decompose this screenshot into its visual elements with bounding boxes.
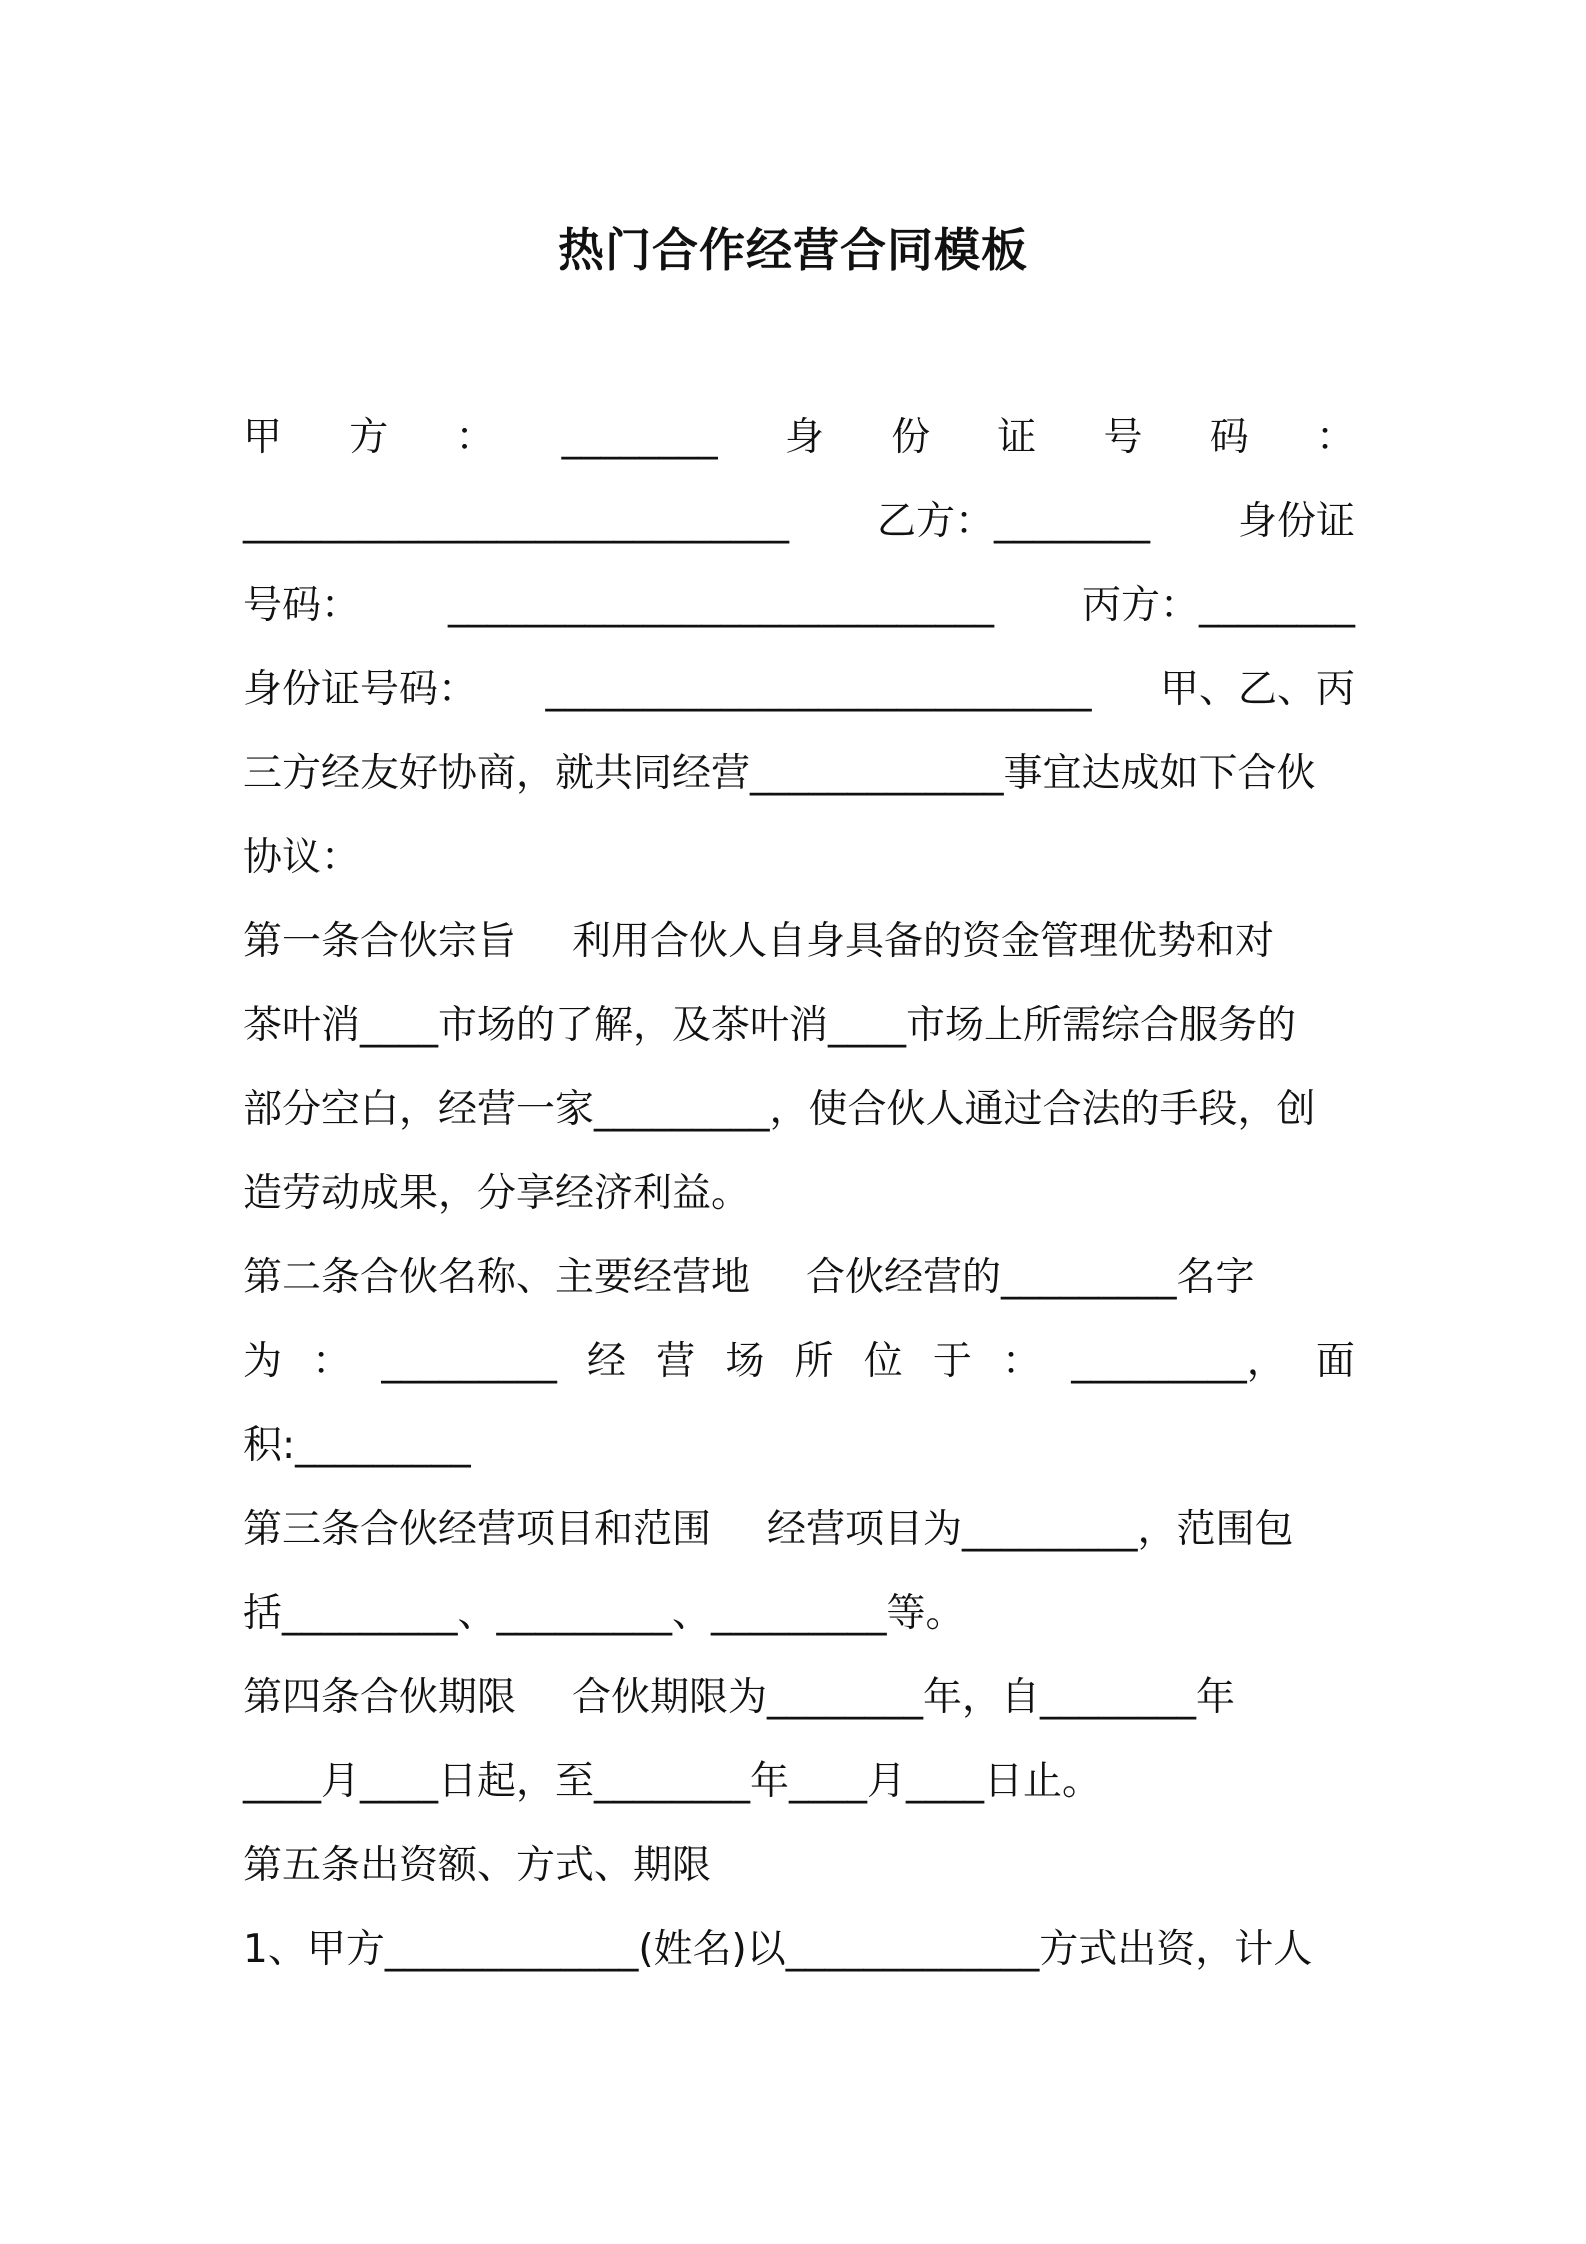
text-segment: ： [1002,1339,1042,1384]
article-3-heading-line [243,1488,1355,1572]
text-segment: ： [312,1339,352,1384]
text-segment: 方 [349,415,389,460]
text-segment: 码 [1209,415,1249,460]
text-segment: 丙方：________ [1081,583,1355,628]
text-segment: 为 [243,1339,283,1384]
text-segment: 乙方：________ [876,499,1150,544]
text-segment: 证 [997,415,1037,460]
text-segment: 位 [863,1339,903,1384]
article-1-heading-line [243,900,1355,984]
paragraph-line: ____月____日起，至________年____月____日止。 [243,1759,1102,1804]
blank-field: ________ [561,415,718,460]
text-segment: 合伙经营的_________名字 [806,1255,1255,1300]
text-segment: 身份证号码： [243,667,478,712]
text-segment: 利用合伙人自身具备的资金管理优势和对 [572,919,1275,964]
paragraph-line: 协议： [243,835,361,880]
text-segment: 甲、乙、丙 [1159,667,1355,712]
paragraph-line: 三方经友好协商，就共同经营_____________事宜达成如下合伙 [243,751,1316,796]
party-c-id-line [243,648,1355,732]
party-b-line [243,480,1355,564]
article-4-heading-line [243,1656,1355,1740]
text-segment: 营 [656,1339,696,1384]
text-segment: 于 [932,1339,972,1384]
text-segment: 经营项目为_________，范围包 [767,1507,1294,1552]
paragraph-line: 造劳动成果，分享经济利益。 [243,1171,751,1216]
text-segment: 所 [794,1339,834,1384]
document-title: 热门合作经营合同模板 [558,223,1028,277]
text-segment: 号 [1103,415,1143,460]
blank-field: ____________________________ [448,583,994,628]
text-segment: 合伙期限为________年，自________年 [572,1675,1236,1720]
paragraph-line: 茶叶消____市场的了解，及茶叶消____市场上所需综合服务的 [243,1003,1297,1048]
text-segment: 份 [891,415,931,460]
article-heading: 第二条合伙名称、主要经营地 [243,1255,751,1300]
text-segment: 经 [587,1339,627,1384]
text-segment: 面 [1315,1339,1355,1384]
paragraph-line: 括_________、_________、_________等。 [243,1591,965,1636]
text-segment: 身 [784,415,824,460]
party-b-id-line [243,564,1355,648]
article-5-heading-line: 第五条出资额、方式、期限 [243,1843,712,1888]
article-2-heading-line [243,1236,1355,1320]
party-a-line [243,396,1355,480]
paragraph-line: 部分空白，经营一家_________，使合伙人通过合法的手段，创 [243,1087,1316,1132]
text-segment: 甲 [243,415,283,460]
text-segment: 场 [725,1339,765,1384]
blank-field: ____________________________ [545,667,1092,712]
paragraph-line: 积:_________ [243,1423,471,1468]
blank-field: _________， [1071,1339,1286,1384]
paragraph-line [243,1320,1355,1404]
text-segment: 身份证 [1237,499,1355,544]
blank-field: ____________________________ [243,499,789,544]
article-heading: 第三条合伙经营项目和范围 [243,1507,712,1552]
text-segment: 号码： [243,583,361,628]
text-segment: ： [455,415,495,460]
article-heading: 第一条合伙宗旨 [243,919,517,964]
paragraph-line: 1、甲方_____________(姓名)以_____________方式出资，计人 [243,1927,1313,1972]
text-segment: ： [1315,415,1355,460]
blank-field: _________ [381,1339,557,1384]
article-heading: 第四条合伙期限 [243,1675,517,1720]
